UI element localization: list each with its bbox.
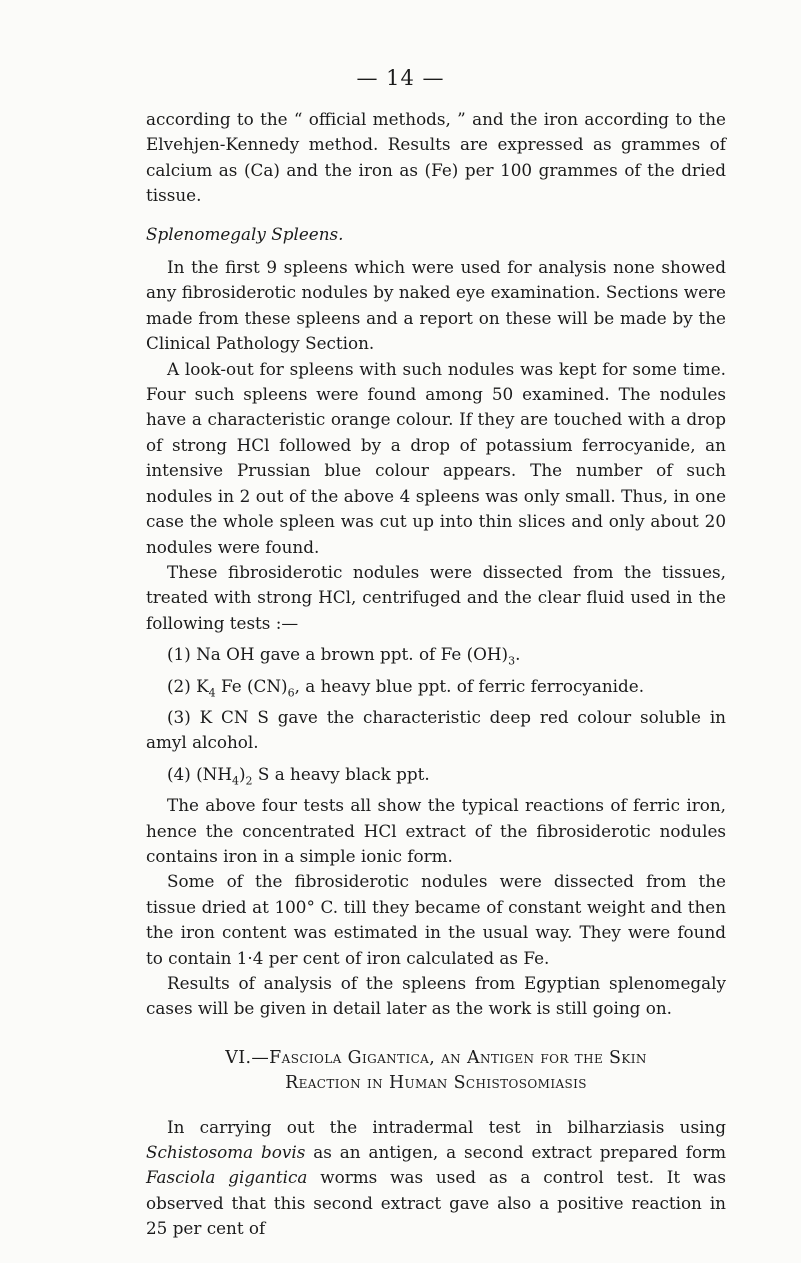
section-heading-fasciola (146, 1046, 726, 1097)
paragraph-ferric-iron: The above four tests all show the typical reactions of ferric iron, hence the concentrated HCl extract of the fibrosiderotic nodules contains iron in a simple ionic form. (146, 795, 726, 866)
page-number: — 14 — (356, 66, 445, 90)
test-item-1: (1) Na OH gave a brown ppt. of Fe $(OH)_3$. (167, 644, 521, 668)
paragraph-dissection: These fibrosiderotic nodules were dissected from the tissues, treated with strong HCl, centrifuged and the clear fluid used in the following tests :— (146, 561, 726, 633)
section-heading-line-1: VI.—Fasciola Gigantica, an Antigen for the Skin (225, 1047, 647, 1068)
test-item-4: (4) $(NH_4)_2$ S a heavy black ppt. (167, 763, 430, 788)
test-item-2: (2) $K_4$ Fe $(CN)_6$, a heavy blue ppt. of ferric ferrocyanide. (167, 675, 645, 699)
species-schistosoma-bovis: Schistosoma bovis (146, 1142, 306, 1163)
subheading-splenomegaly: Splenomegaly Spleens. (146, 223, 344, 244)
paragraph-methods: according to the “ official methods, ” and the iron according to the Elvehjen-Kennedy method. Results are expressed as grammes of calcium as (Ca) and the iron as (Fe) per 100 grammes of the dried tissue. (146, 109, 726, 206)
section-heading-line-2: Reaction in Human Schistosomiasis (285, 1073, 587, 1094)
paragraph-look-out: A look-out for spleens with such nodules was kept for some time. Four such spleens were found among 50 examined. The nodules have a characteristic orange colour. If they are touched with a drop of strong HCl followed by a drop of potassium ferrocyanide, an intensive Prussian blue colour appears. The number of such nodules in 2 out of the above 4 spleens was only small. Thus, in one case the whole spleen was cut up into thin slices and only about 20 nodules were found. (146, 358, 726, 557)
page-body (146, 107, 726, 1242)
species-fasciola-gigantica: Fasciola gigantica (146, 1167, 308, 1188)
paragraph-results-later: Results of analysis of the spleens from Egyptian splenomegaly cases will be given in detail later as the work is still going on. (146, 973, 726, 1019)
test-item-3: (3) K CN S gave the characteristic deep red colour soluble in amyl alcohol. (146, 706, 726, 753)
paragraph-iron-content: Some of the fibrosiderotic nodules were dissected from the tissue dried at 100° C. till they became of constant weight and then the iron content was estimated in the usual way. They were found to contain 1·4 per cent of iron calculated as Fe. (146, 871, 726, 968)
paragraph-first-spleens: In the first 9 spleens which were used for analysis none showed any fibrosiderotic nodules by naked eye examination. Sections were made from these spleens and a report on these will be made by the Clinical Pathology Section. (146, 257, 726, 354)
paragraph-intradermal-test: In carrying out the intradermal test in bilharziasis using Schistosoma bovis as an antigen, a second extract prepared form Fasciola gigantica worms was used as a control test. It was observed that this second extract gave also a positive reaction in 25 per cent of (146, 1116, 726, 1239)
